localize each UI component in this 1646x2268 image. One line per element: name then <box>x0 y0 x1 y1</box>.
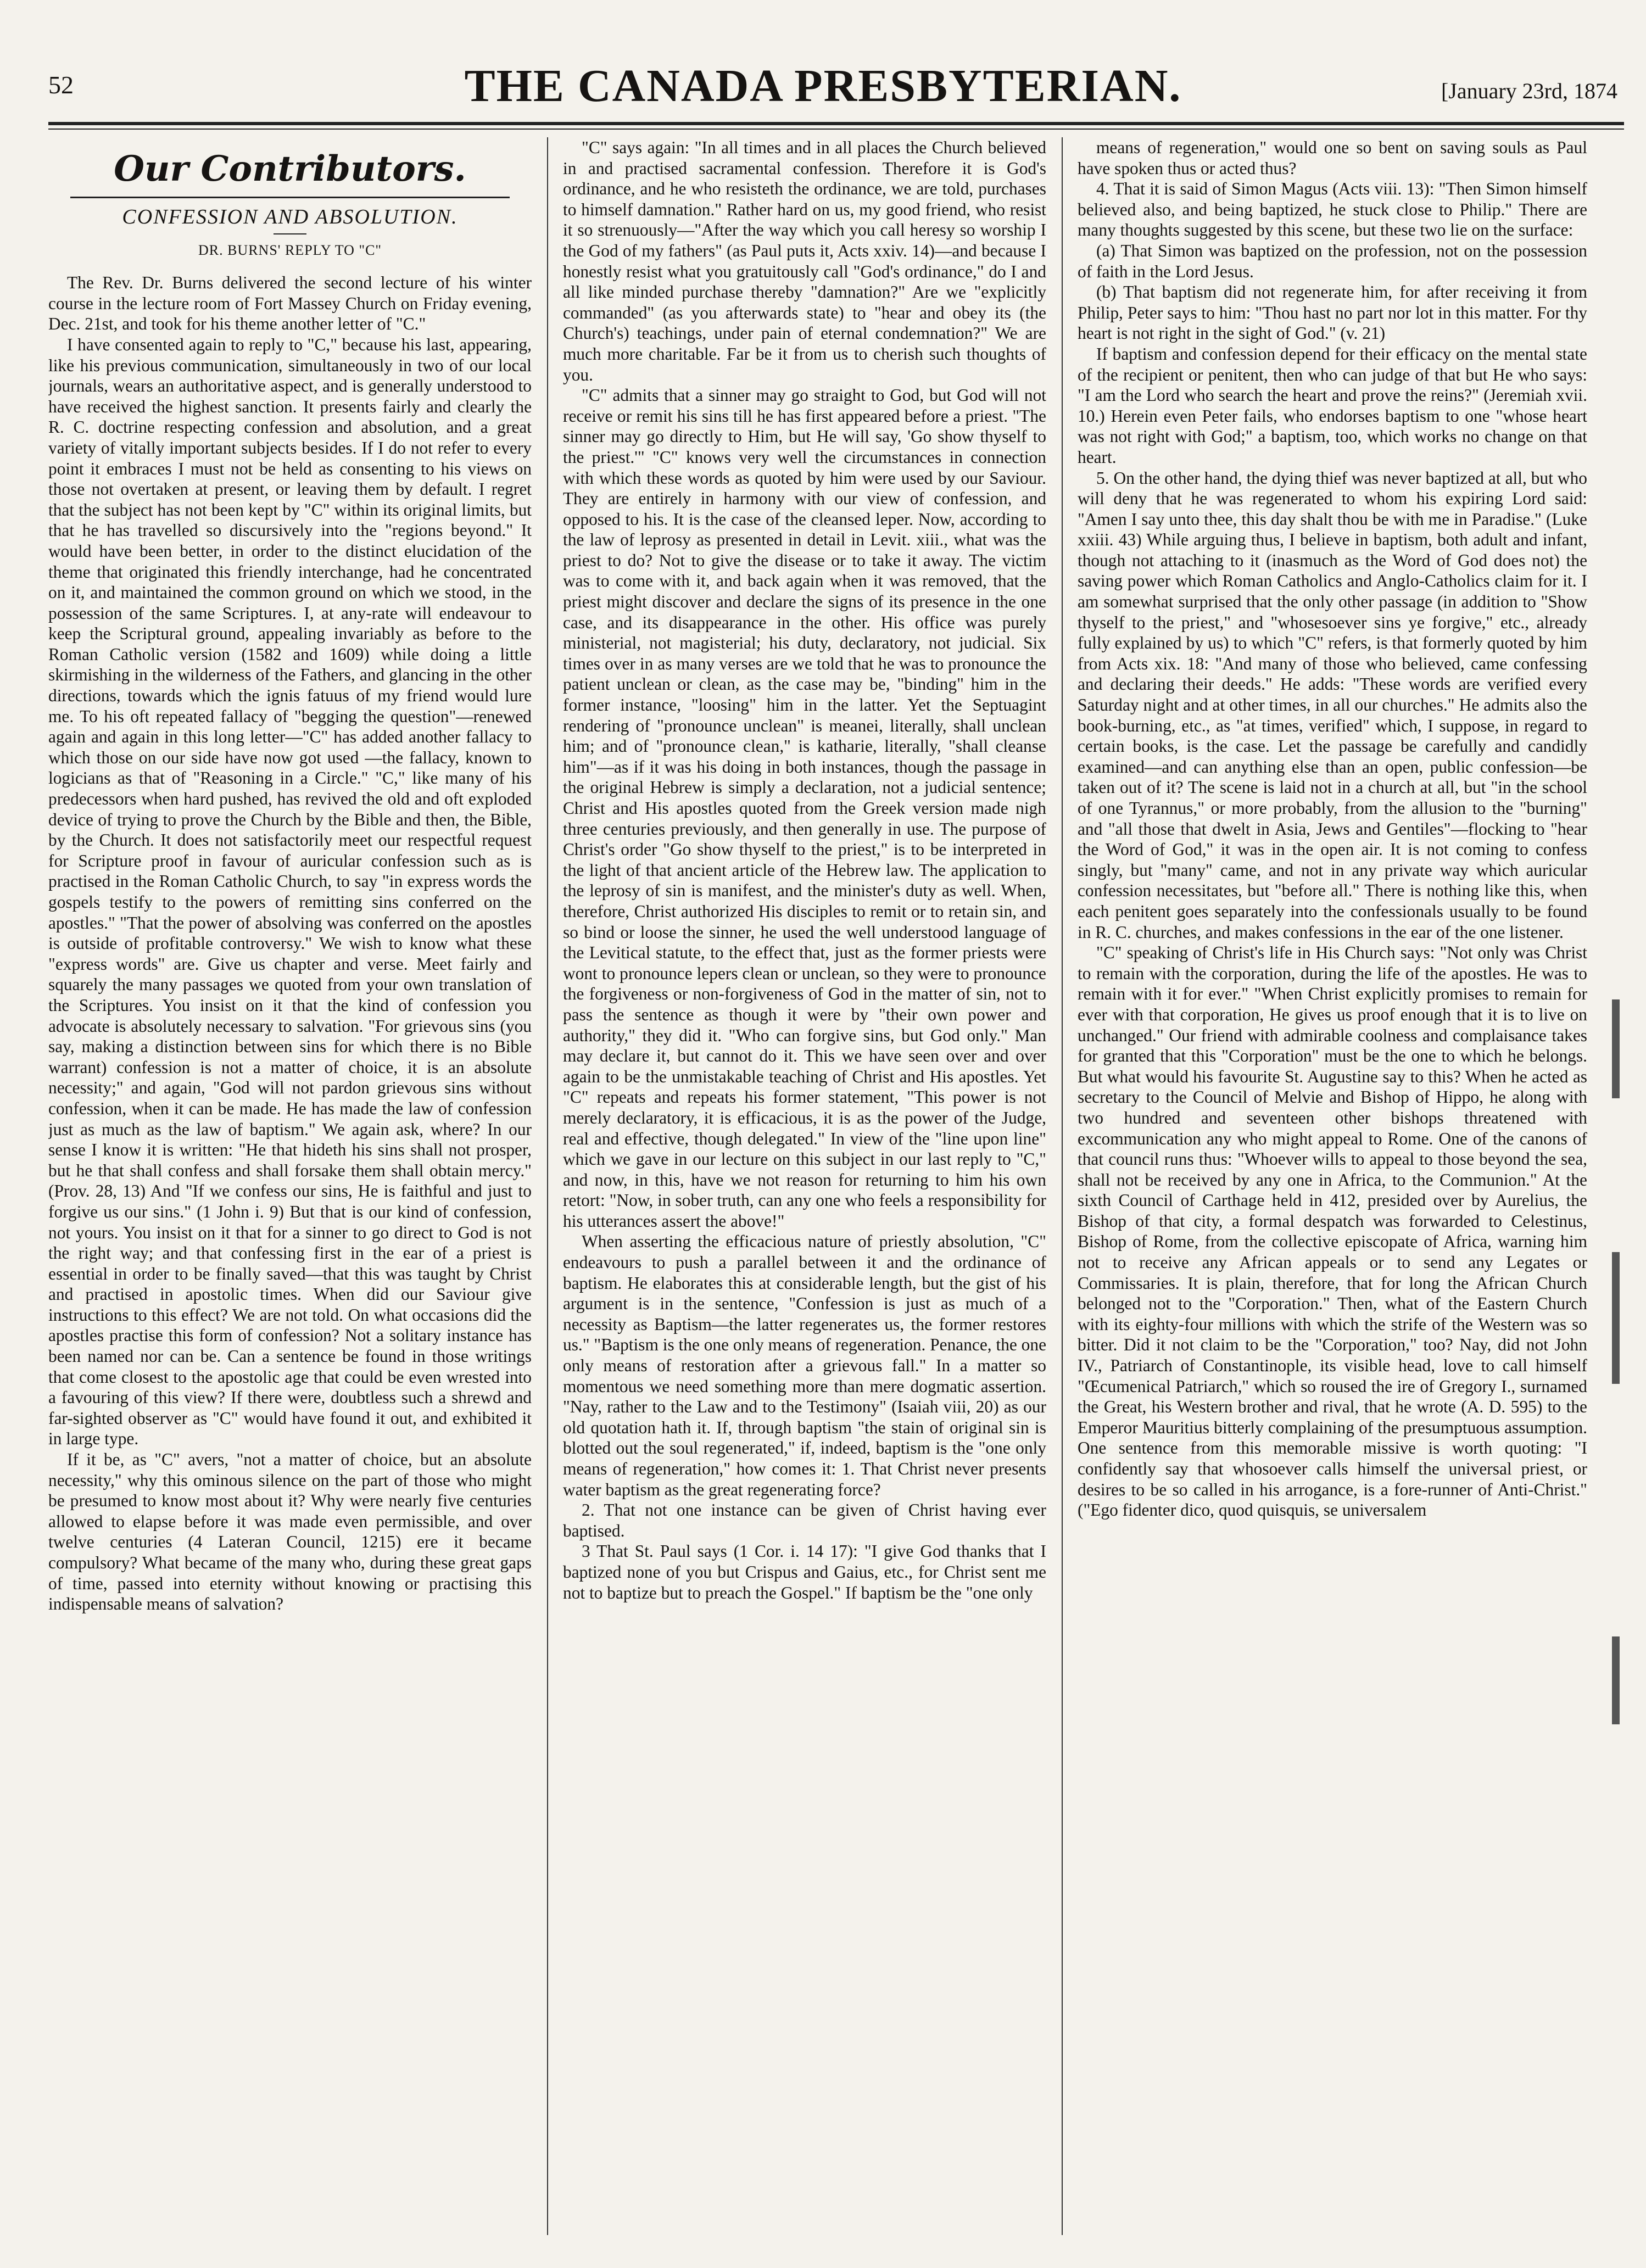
paragraph: When asserting the efficacious nature of priestly absolution, "C" endeavours to push a parallel between it and the ordinance of baptism. He elaborates this at considerable length, but the gist of his argument is in the sentence, "Confession is just as much of a necessity as Baptism—the latter regenerates us, the former restores us." "Baptism is the one only means of regeneration. Penance, the one only means of restoration after a grievous fall." In a matter so momentous we need something more than mere dogmatic assertion. "Nay, rather to the Law and to the Testimony" (Isaiah viii, 20) as our old quotation hath it. If, through baptism "the stain of original sin is blotted out the soul regenerated," if, indeed, baptism is the "one only means of regeneration," how comes it: 1. That Christ never presents water baptism as the great regenerating force? <box>563 1232 1046 1499</box>
paragraph: (a) That Simon was baptized on the profession, not on the possession of faith in the Lord Jesus. <box>1078 241 1587 281</box>
column-3 <box>1078 137 1587 2246</box>
section-heading: Our Contributors. <box>114 148 466 189</box>
paragraph: If baptism and confession depend for their efficacy on the mental state of the recipient or penitent, then who can judge of that but He who says: "I am the Lord who search the heart and prove the reins?" (Jeremiah xvii. 10.) Herein even Peter fails, who endorses baptism to one "whose heart was not right with God;" a baptism, too, which works no change on that heart. <box>1078 344 1587 467</box>
header-rule <box>48 122 1624 125</box>
paragraph: 5. On the other hand, the dying thief was never baptized at all, but who will deny that he was regenerated to whom his expiring Lord said: "Amen I say unto thee, this day shalt thou be with me in Paradise." (Luke xxiii. 43) While arguing thus, I believe in baptism, both adult and infant, though not attaching to it (inasmuch as the Word of God does not) the saving power which Roman Catholics and Anglo-Catholics claim for it. I am somewhat surprised that the only other passage (in addition to "Show thyself to the priest," and "whosesoever sins ye forgive," etc., already fully explained by us) to which "C" refers, is that formerly quoted by him from Acts xix. 18: "And many of those who believed, came confessing and declaring their deeds." He adds: "These words are verified every Saturday night and at other times, in all our churches." He admits also the book-burning, etc., as "at times, verified" which, I suppose, in regard to certain books, is the case. Let the passage be carefully and candidly examined—and can anything else than an open, public confession—be taken out of it? The scene is laid not in a church at all, but "in the school of one Tyrannus," or more probably, from the allusion to the "burning" and "all those that dwelt in Asia, Jews and Gentiles"—flocking to "hear the Word of God," it was in the open air. It is not coming to confess singly, but "many" came, and not in any private way which auricular confession necessitates, but "before all." There is nothing like this, when each penitent goes separately into the confessionals usually to be found in R. C. churches, and makes confessions in the ear of the one listener. <box>1078 468 1587 942</box>
header-rule-thin <box>48 129 1624 130</box>
paragraph: (b) That baptism did not regenerate him, for after receiving it from Philip, Peter says to him: "Thou hast no part nor lot in this matter. For thy heart is not right in the sight of God." (v. 21) <box>1078 282 1587 343</box>
paragraph: 3 That St. Paul says (1 Cor. i. 14 17): "I give God thanks that I baptized none of you but Crispus and Gaius, etc., for Christ sent me not to baptize but to preach the Gospel." If baptism be the "one only <box>563 1541 1046 1602</box>
paragraph: "C" admits that a sinner may go straight to God, but God will not receive or remit his sins till he has first appeared before a priest. "The sinner may go directly to Him, but He will say, 'Go show thyself to the priest.'" "C" knows very well the circumstances in connection with which these words as quoted by him were used by our Saviour. They are entirely in harmony with our view of confession, and opposed to his. It is the case of the cleansed leper. Now, according to the law of leprosy as presented in detail in Levit. xiii., what was the priest to do? Not to give the disease or to take it away. The victim was to come with it, and back again when it was removed, that the priest might discover and declare the signs of its presence in the one case, and its disappearance in the other. His office was purely ministerial, not magisterial; his duty, declaratory, not judicial. Six times over in as many verses are we told that he was to pronounce the patient unclean or clean, as the case may be, "binding" him in the former instance, "loosing" him in the latter. Yet the Septuagint rendering of "pronounce unclean" is meanei, literally, shall unclean him; and of "pronounce clean," is katharie, literally, "shall cleanse him"—as if it was his doing in both instances, though the passage in the original Hebrew is simply a declaration, not a judicial sentence; Christ and His apostles quoted from the Greek version made nigh three centuries previously, and then generally in use. The purpose of Christ's order "Go show thyself to the priest," is to be interpreted in the light of that ancient article of the Hebrew law. The application to the leprosy of sin is manifest, and the minister's duty as well. When, therefore, Christ authorized His disciples to remit or to retain sin, and so bind or loose the sinner, he used the well understood language of the Levitical statute, to the effect that, just as the former priests were wont to pronounce lepers clean or unclean, so they were to pronounce the forgiveness or non-forgiveness of God in the matter of sin, not to pass the sentence as though it were by "their own power and authority," they did it. "Who can forgive sins, but God only." Man may declare it, but cannot do it. This we have seen over and over again to be the unmistakable teaching of Christ and His apostles. Yet "C" repeats and repeats his former statement, "This power is not merely declaratory, it is efficacious, it is as the power of the Judge, real and effective, though delegated." In view of the "line upon line" which we gave in our lecture on this subject in our last reply to "C," and now, in this, have we not reason for returning to him his own retort: "Now, in sober truth, can any one who feels a responsibility for his utterances assert the above!" <box>563 386 1046 1231</box>
paragraph: The Rev. Dr. Burns delivered the second lecture of his winter course in the lecture room of Fort Massey Church on Friday evening, Dec. 21st, and took for his theme another letter of "C." <box>48 273 532 334</box>
column-2 <box>563 137 1046 2246</box>
dateline: [January 23rd, 1874 <box>1441 79 1617 103</box>
margin-scan-mark <box>1612 1636 1620 1724</box>
paragraph: I have consented again to reply to "C," because his last, appearing, like his previous communication, simultaneously in two of our local journals, wears an authoritative aspect, and is generally understood to have received the highest sanction. It presents fairly and clearly the R. C. doctrine respecting confession and absolution, and a great variety of vitally important subjects besides. If I do not refer to every point it embraces I must not be held as consenting to his views on those not overtaken at present, or leaving them by default. I regret that the subject has not been kept by "C" within its original limits, but that he has travelled so discursively into the "regions beyond." It would have been better, in order to the distinct elucidation of the theme that originated this friendly interchange, had he concentrated on it, and maintained the common ground on which we stood, in the possession of the same Scriptures. I, at any-rate will endeavour to keep the Scriptural ground, appealing invariably as before to the Roman Catholic version (1582 and 1609) while doing a little skirmishing in the wilderness of the Fathers, and glancing in the other directions, towards which the ignis fatuus of my friend would lure me. To his oft repeated fallacy of "begging the question"—renewed again and again in this long letter—"C" has added another fallacy to which those on our side have now got used —the fallacy, known to logicians as that of "Reasoning in a Circle." "C," like many of his predecessors when hard pushed, has revived the old and oft exploded device of trying to prove the Church by the Bible and then, the Bible, by the Church. It does not satisfactorily meet our respectful request for Scripture proof in favour of auricular confession such as is practised in the Roman Catholic Church, to say "in express words the gospels testify to the powers of remitting sins conferred on the apostles." "That the power of absolving was conferred on the apostles is outside of profitable controversy." We wish to know what these "express words" are. Give us chapter and verse. Meet fairly and squarely the many passages we quoted from your own translation of the Scriptures. You insist on it that the kind of confession you advocate is absolutely necessary to salvation. "For grievous sins (you say, making a distinction between sins for which there is no Bible warrant) confession is not a matter of choice, it is an absolute necessity;" and again, "God will not pardon grievous sins without confession, when it can be made. He has made the law of confession just as much as the law of baptism." We again ask, where? In our sense I know it is written: "He that hideth his sins shall not prosper, but he that shall confess and shall forsake them shall obtain mercy." (Prov. 28, 13) And "If we confess our sins, He is faithful and just to forgive us our sins." (1 John i. 9) But that is our kind of confession, not yours. You insist on it that for a sinner to go direct to God is not the right way; and that confessing first in the ear of a priest is essential in order to be finally saved—that this was taught by Christ and practised in apostolic times. When did our Saviour give instructions to this effect? We are not told. On what occasions did the apostles practise this form of confession? Not a solitary instance has been named nor can be. Can a sentence be found in those writings that come closest to the apostolic age that could be even wrested into a favouring of this view? If there were, doubtless such a shrewd and far-sighted observer as "C" would have found it out, and exhibited it in large type. <box>48 334 532 1449</box>
column-divider <box>1062 137 1063 2235</box>
paragraph: If it be, as "C" avers, "not a matter of choice, but an absolute necessity," why this ominous silence on the part of those who might be presumed to know most about it? Why were nearly five centuries allowed to elapse before it was made even permissible, and over twelve centuries (4 Lateran Council, 1215) ere it became compulsory? What became of the many who, during these great gaps of time, passed into eternity without knowing or practising this indispensable means of salvation? <box>48 1450 532 1614</box>
paragraph: 4. That it is said of Simon Magus (Acts viii. 13): "Then Simon himself believed also, and being baptized, he stuck close to Philip." There are many thoughts suggested by this scene, but these two lie on the surface: <box>1078 179 1587 240</box>
paragraph: "C" says again: "In all times and in all places the Church believed in and practised sacramental confession. Therefore it is God's ordinance, and he who resisteth the ordinance, we are told, purchases to himself damnation." Rather hard on us, my good friend, who resist it so strenuously—"After the way which you call heresy so worship I the God of my fathers" (as Paul puts it, Acts xxiv. 14)—and because I honestly resist what you gratuitously call "God's ordinance," do I and all like minded purchase thereby "damnation?" Are we "explicitly commanded" (as you afterwards state) to "hear and obey its (the Church's) teachings, under pain of eternal condemnation?" We are much more charitable. Far be it from us to cherish such thoughts of you. <box>563 138 1046 384</box>
margin-scan-mark <box>1612 999 1620 1098</box>
section-rule <box>70 197 510 198</box>
title-dash <box>274 233 306 234</box>
column-1 <box>48 137 532 2246</box>
paragraph: "C" speaking of Christ's life in His Church says: "Not only was Christ to remain with the corporation, during the life of the apostles. He was to remain with it for ever." "When Christ explicitly promises to remain for ever with that corporation, He gives us proof enough that it is to live on unchanged." Our friend with admirable coolness and complaisance takes for granted that this "Corporation" must be the one to which he belongs. But what would his favourite St. Augustine say to this? When he acted as secretary to the Council of Melvie and Bishop of Hippo, he along with two hundred and seventeen other bishops threatened with excommunication any who might appeal to Rome. One of the canons of that council runs thus: "Whoever wills to appeal to those beyond the sea, shall not be received by any one in Africa, to the Communion." At the sixth Council of Carthage held in 412, presided over by Aurelius, the Bishop of that city, a formal despatch was forwarded to Celestinus, Bishop of Rome, from the collective episcopate of Africa, warning him not to receive any African appeals or to send any Legates or Commissaries. It is plain, therefore, that for long the African Church belonged not to the "Corporation." Then, what of the Eastern Church with its eighty-four millions with which the strife of the Western was so bitter. Did it not claim to be the "Corporation," too? Nay, did not John IV., Patriarch of Constantinople, its visible head, love to call himself "Œcumenical Patriarch," which so roused the ire of Gregory I., surnamed the Great, his Western brother and rival, that he wrote (A. D. 595) to the Emperor Mauritius bitterly complaining of the presumptuous assumption. One sentence from this memorable missive is worth quoting: "I confidently say that whosoever calls himself the universal priest, or desires to be so called in his arrogance, is a fore-runner of Anti-Christ." ("Ego fidenter dico, quod quisquis, se universalem <box>1078 943 1587 1520</box>
paragraph: 2. That not one instance can be given of Christ having ever baptised. <box>563 1500 1046 1540</box>
masthead: THE CANADA PRESBYTERIAN. <box>464 60 1182 111</box>
article-byline: DR. BURNS' REPLY TO "C" <box>198 242 382 258</box>
article-title: CONFESSION AND ABSOLUTION. <box>122 205 458 228</box>
margin-scan-mark <box>1612 1252 1620 1384</box>
page-number: 52 <box>48 71 74 99</box>
column-divider <box>547 137 548 2235</box>
paragraph: means of regeneration," would one so bent on saving souls as Paul have spoken thus or acted thus? <box>1078 138 1587 178</box>
